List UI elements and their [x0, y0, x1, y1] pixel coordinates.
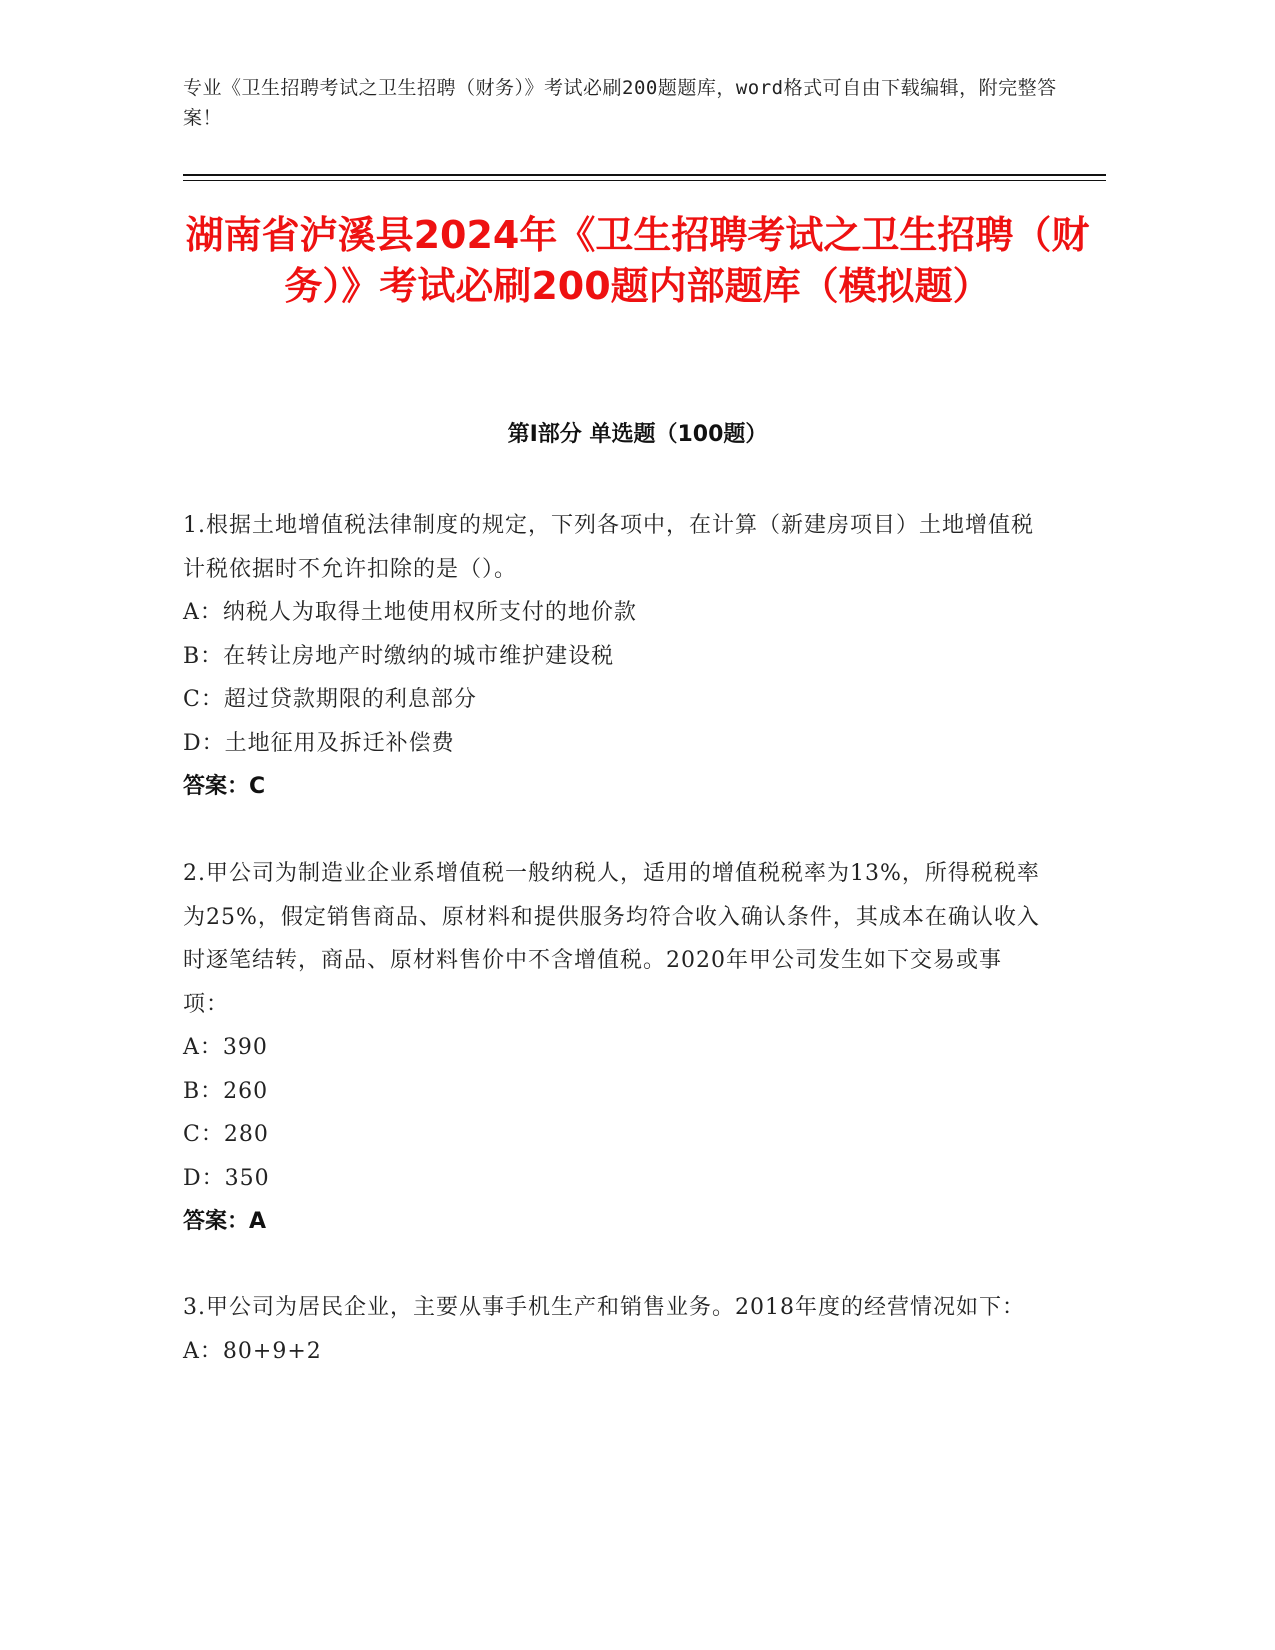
answer: 答案：A: [183, 1209, 267, 1234]
option-d: D：土地征用及拆迁补偿费: [183, 730, 455, 756]
question-stem: 2.甲公司为制造业企业系增值税一般纳税人，适用的增值税税率为13%，所得税税率为25%，假定销售商品、原材料和提供服务均符合收入确认条件，其成本在确认收入时逐笔结转，商品、原材料售价中不含增值税。2020年甲公司发生如下交易或事项：: [183, 861, 1040, 1017]
header-divider-thick: [183, 174, 1106, 176]
page-title: 湖南省泸溪县2024年《卫生招聘考试之卫生招聘（财务）》考试必刷200题内部题库（模拟题）: [185, 213, 1090, 308]
option-d: D：350: [183, 1165, 270, 1191]
section-title: 第I部分 单选题（100题）: [507, 422, 768, 447]
option-c: C：超过贷款期限的利息部分: [183, 687, 477, 712]
option-a: A：390: [183, 1035, 268, 1060]
question-3: [183, 1286, 1043, 1373]
header-note: 专业《卫生招聘考试之卫生招聘（财务）》考试必刷200题题库，word格式可自由下载编辑，附完整答案！: [183, 77, 1057, 129]
question-1: [183, 504, 1043, 809]
option-a: A：纳税人为取得土地使用权所支付的地价款: [183, 600, 637, 625]
option-b: B：在转让房地产时缴纳的城市维护建设税: [183, 643, 615, 669]
question-stem: 1.根据土地增值税法律制度的规定，下列各项中，在计算（新建房项目）土地增值税计税依据时不允许扣除的是（）。: [183, 513, 1034, 582]
option-b: B：260: [183, 1078, 269, 1104]
option-a: A：80+9+2: [183, 1338, 322, 1364]
header-divider-thin: [183, 180, 1106, 181]
question-2: [183, 852, 1043, 1244]
question-stem: 3.甲公司为居民企业，主要从事手机生产和销售业务。2018年度的经营情况如下：: [183, 1295, 1025, 1320]
option-c: C：280: [183, 1122, 269, 1147]
answer: 答案：C: [183, 774, 266, 799]
